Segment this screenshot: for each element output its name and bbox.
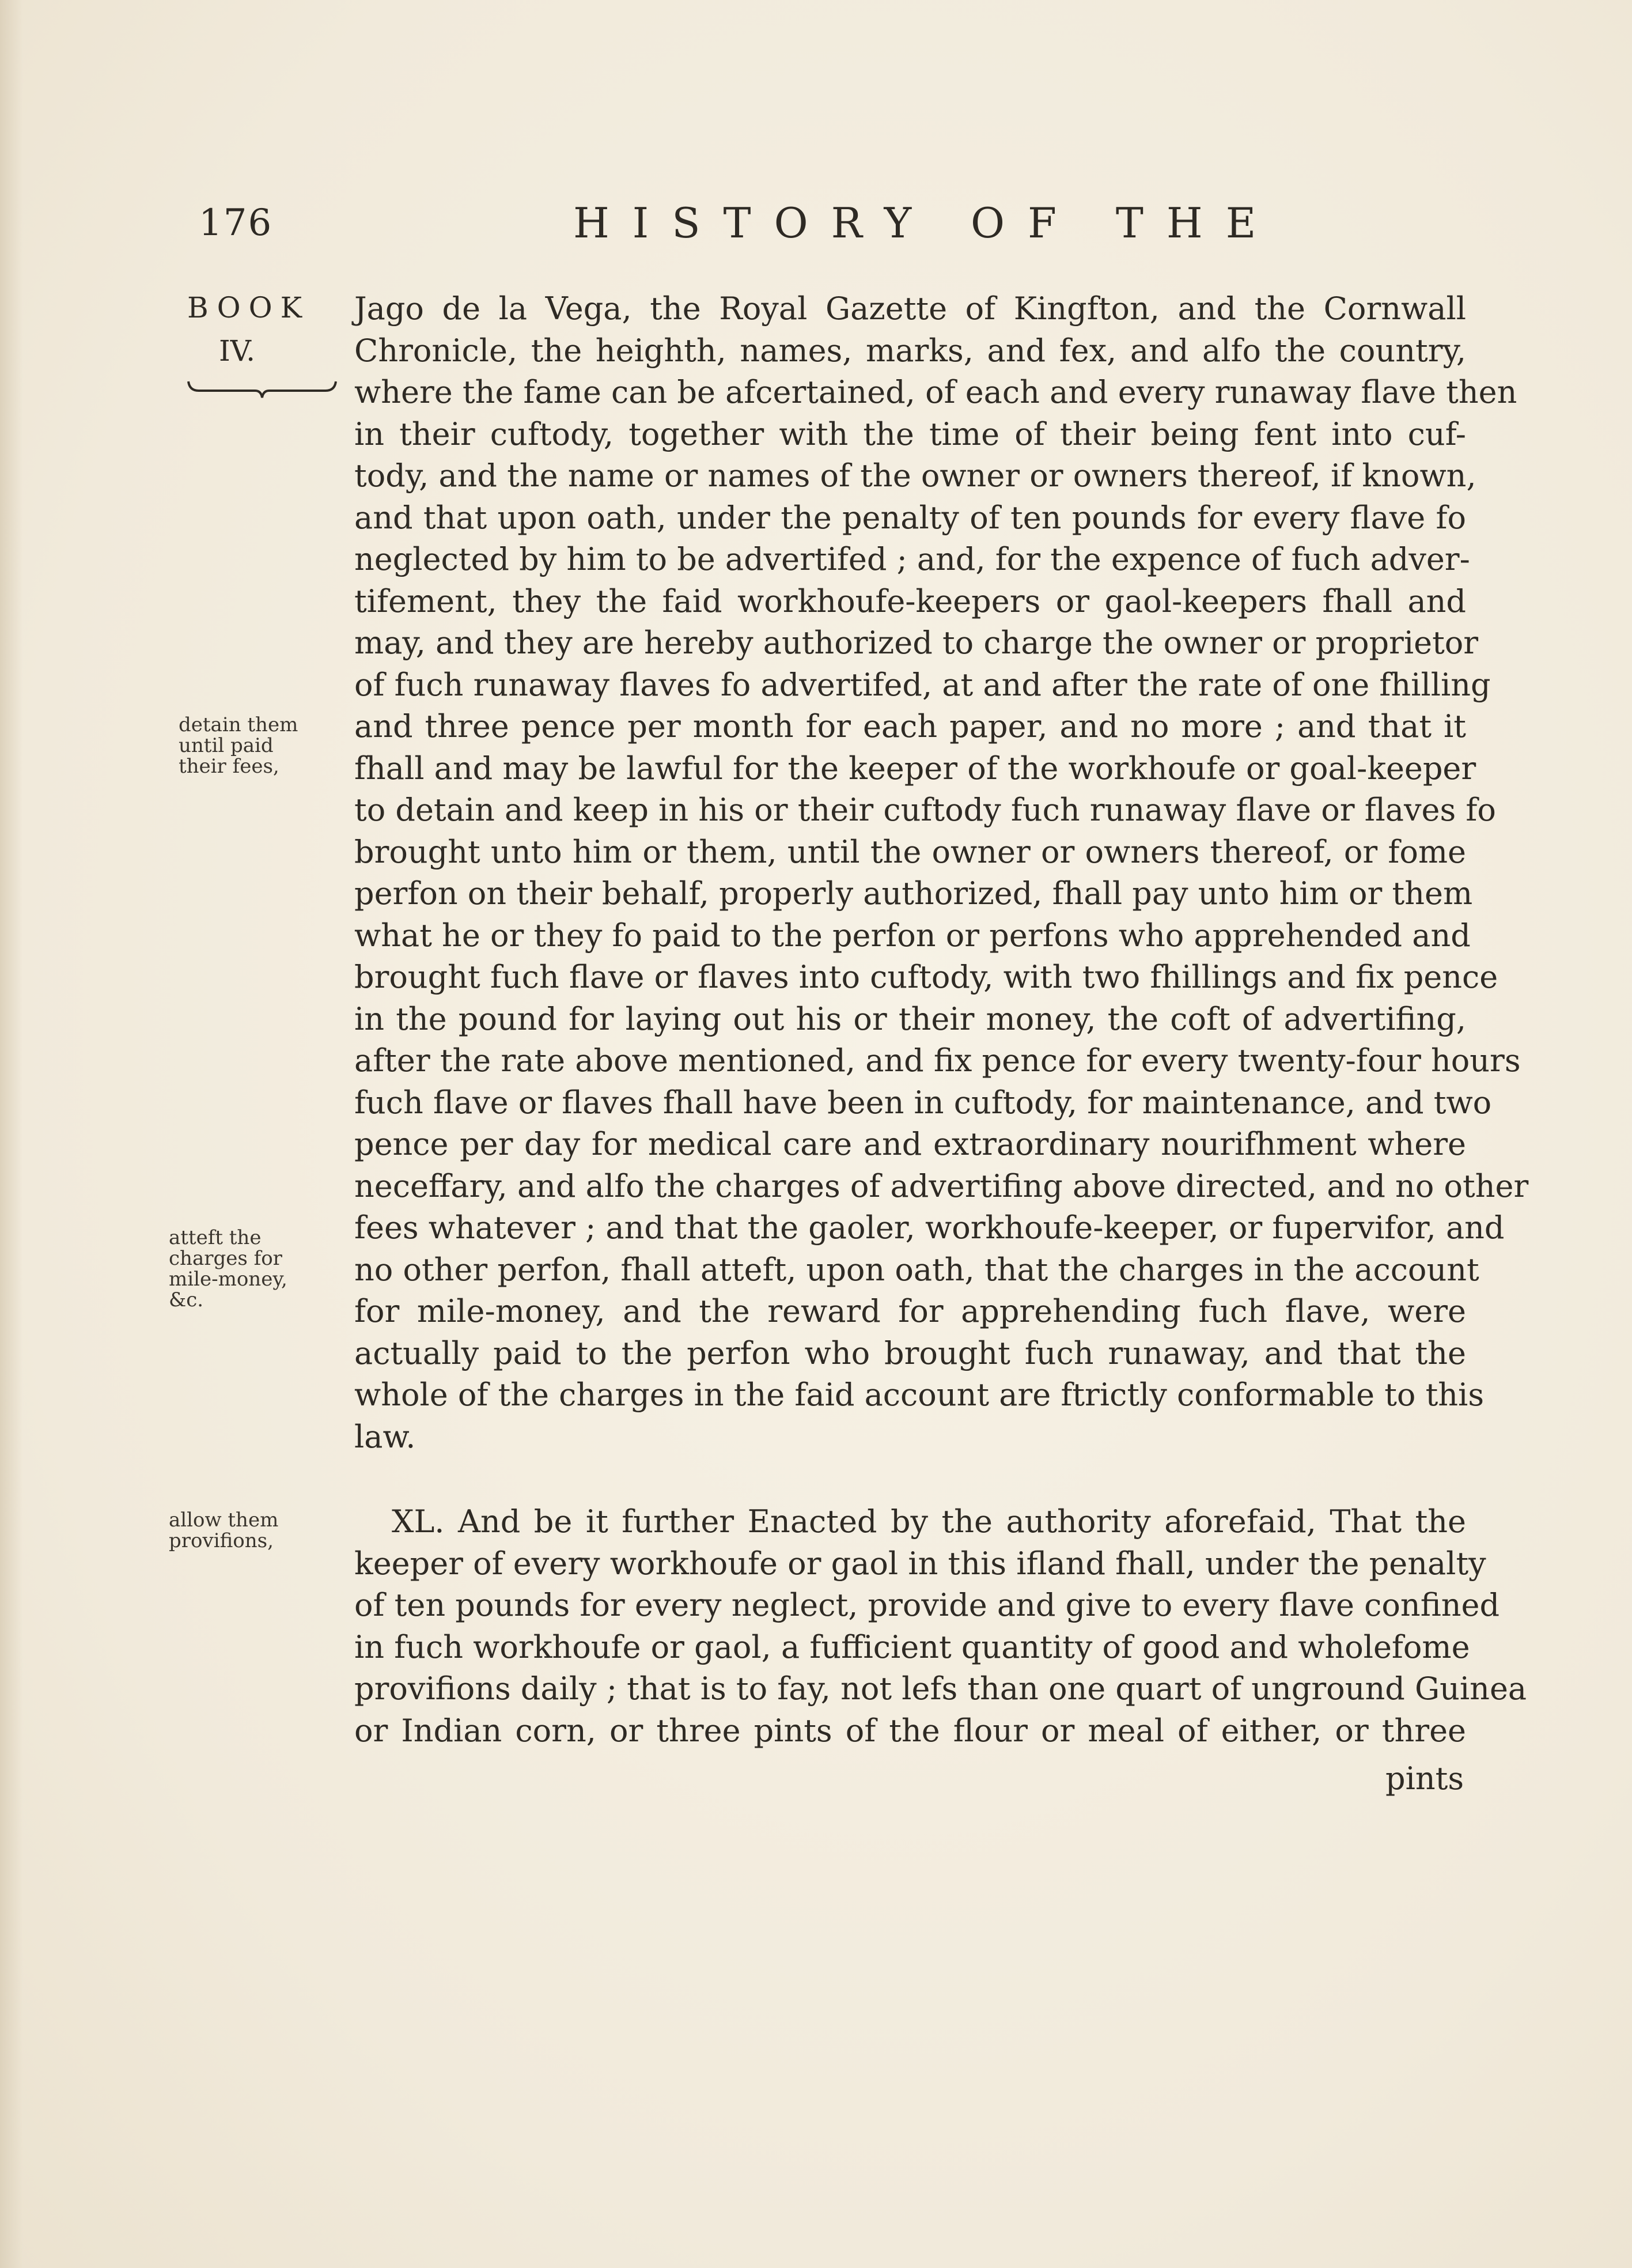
paragraph-1 (354, 288, 1529, 1458)
text-line: neglected by him to be advertifed ; and, for the expence of fuch adver- (354, 541, 1470, 577)
margin-note-line: mile-money, (169, 1268, 287, 1291)
text-line: neceffary, and alfo the charges of advertifing above directed, and no other (354, 1167, 1529, 1204)
text-line: Chronicle, the heighth, names, marks, and fex, and alfo the country, (354, 332, 1466, 369)
margin-note-line: until paid (179, 734, 274, 757)
margin-note-line: charges for (169, 1247, 282, 1270)
running-head: HISTORY OF THE (573, 199, 1279, 247)
text-line: and that upon oath, under the penalty of ten pounds for every flave fo (354, 499, 1466, 536)
margin-note-line: &c. (169, 1288, 204, 1311)
margin-note-line: provifions, (169, 1529, 274, 1552)
text-line: where the fame can be afcertained, of each and every runaway flave then (354, 374, 1517, 410)
gutter-shadow (0, 0, 23, 2268)
book-number: IV. (219, 334, 256, 368)
text-line: or Indian corn, or three pints of the flour or meal of either, or three (354, 1712, 1466, 1749)
text-line: XL. And be it further Enacted by the authority aforefaid, That the (392, 1503, 1466, 1540)
margin-note-attest (169, 1227, 287, 1310)
text-line: tody, and the name or names of the owner or owners thereof, if known, (354, 458, 1476, 494)
text-line: and three pence per month for each paper, and no more ; and that it (354, 708, 1466, 744)
text-line: for mile-money, and the reward for apprehending fuch flave, were (354, 1293, 1466, 1329)
text-line: of fuch runaway flaves fo advertifed, at and after the rate of one fhilling (354, 666, 1491, 703)
text-line: tifement, they the faid workhoufe-keepers or gaol-keepers fhall and (354, 583, 1466, 619)
text-line: after the rate above mentioned, and fix pence for every twenty-four hours (354, 1042, 1521, 1079)
page-number: 176 (199, 202, 273, 244)
text-line: to detain and keep in his or their cuftody fuch runaway flave or flaves fo (354, 792, 1496, 828)
text-line: keeper of every workhoufe or gaol in this ifland fhall, under the penalty (354, 1545, 1486, 1582)
text-line: of ten pounds for every neglect, provide and give to every flave confined (354, 1587, 1500, 1623)
brace-ornament (187, 379, 337, 400)
margin-note-line: their fees, (179, 755, 279, 778)
text-line: law. (354, 1418, 416, 1455)
margin-note-line: atteft the (169, 1226, 262, 1249)
text-line: what he or they fo paid to the perfon or perfons who apprehended and (354, 917, 1471, 954)
text-line: in fuch workhoufe or gaol, a fufficient quantity of good and wholefome (354, 1628, 1470, 1665)
text-line: in the pound for laying out his or their money, the coft of advertifing, (354, 1000, 1466, 1037)
paragraph-2 (354, 1501, 1527, 1752)
text-line: fhall and may be lawful for the keeper of the workhoufe or goal-keeper (354, 750, 1476, 787)
text-line: may, and they are hereby authorized to charge the owner or proprietor (354, 625, 1479, 661)
text-line: brought fuch flave or flaves into cuftody, with two fhillings and fix pence (354, 959, 1498, 995)
text-line: fees whatever ; and that the gaoler, workhoufe-keeper, or fupervifor, and (354, 1209, 1505, 1246)
margin-note-line: detain them (179, 713, 298, 736)
text-line: whole of the charges in the faid account are ftrictly conformable to this (354, 1377, 1485, 1413)
text-line: perfon on their behalf, properly authorized, fhall pay unto him or them (354, 875, 1473, 912)
text-line: provifions daily ; that is to fay, not lefs than one quart of unground Guinea (354, 1670, 1527, 1707)
text-line: pence per day for medical care and extraordinary nourifhment where (354, 1126, 1466, 1162)
catchword: pints (1385, 1760, 1464, 1797)
text-line: brought unto him or them, until the owner or owners thereof, or fome (354, 833, 1466, 870)
text-line: no other perfon, fhall atteft, upon oath, that the charges in the account (354, 1251, 1479, 1288)
margin-note-allow (169, 1510, 278, 1551)
margin-note-line: allow them (169, 1509, 279, 1532)
book-label: BOOK (187, 291, 311, 324)
margin-note-detain (179, 715, 298, 777)
text-line: in their cuftody, together with the time of their being fent into cuf- (354, 415, 1466, 452)
text-line: actually paid to the perfon who brought fuch runaway, and that the (354, 1335, 1466, 1371)
text-line: fuch flave or flaves fhall have been in cuftody, for maintenance, and two (354, 1084, 1492, 1121)
text-line: Jago de la Vega, the Royal Gazette of Kingfton, and the Cornwall (354, 290, 1466, 327)
